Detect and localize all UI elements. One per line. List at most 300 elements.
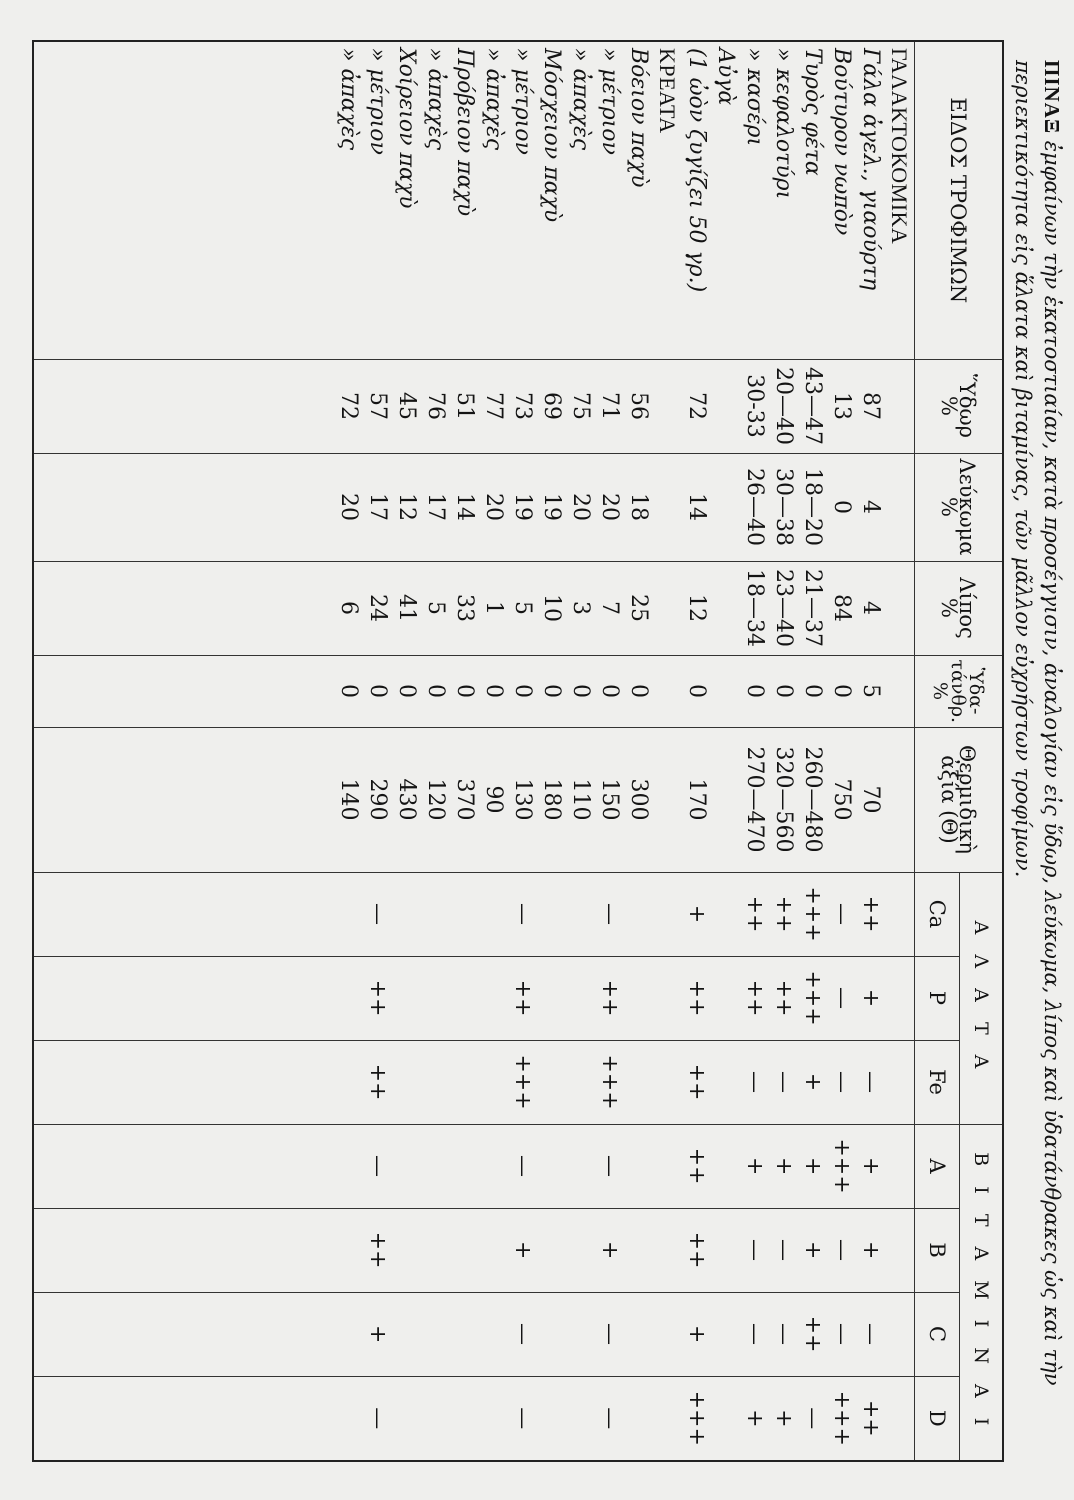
cell-b — [711, 1208, 740, 1292]
cell-c — [450, 1292, 479, 1376]
cell-d — [624, 1376, 653, 1461]
cell-d — [392, 1376, 421, 1461]
cell-carbs: 0 — [421, 655, 450, 727]
cell-p — [479, 956, 508, 1040]
cell-c: + — [682, 1292, 711, 1376]
cell-fe: + — [798, 1040, 827, 1124]
cell-carbs: 0 — [537, 655, 566, 727]
table-row — [769, 41, 798, 1461]
cell-c — [537, 1292, 566, 1376]
filler-cell — [33, 1040, 334, 1124]
cell-protein: 30—38 — [769, 453, 798, 561]
cell-a: + — [740, 1124, 769, 1208]
cell-name: » μέτριον — [508, 41, 537, 359]
cell-fat — [885, 561, 915, 655]
header-protein-label: Λεύκωμα — [955, 458, 980, 556]
cell-p — [450, 956, 479, 1040]
header-carbs — [915, 655, 1004, 727]
cell-c — [711, 1292, 740, 1376]
header-vitamins-group: Β Ι Τ Α Μ Ι Ν Α Ι — [960, 1124, 1004, 1461]
cell-water: 75 — [566, 359, 595, 453]
cell-c: — — [827, 1292, 856, 1376]
cell-energy: 140 — [334, 727, 363, 872]
cell-name: Μόσχειον παχὺ — [537, 41, 566, 359]
cell-d — [711, 1376, 740, 1461]
cell-energy: 320—560 — [769, 727, 798, 872]
cell-a: ++ — [682, 1124, 711, 1208]
cell-protein: 17 — [421, 453, 450, 561]
header-food: ΕΙΔΟΣ ΤΡΟΦΙΜΩΝ — [915, 41, 1004, 359]
cell-p: ++ — [595, 956, 624, 1040]
header-protein — [915, 453, 1004, 561]
cell-a — [450, 1124, 479, 1208]
cell-protein: 14 — [682, 453, 711, 561]
cell-a — [885, 1124, 915, 1208]
cell-b — [479, 1208, 508, 1292]
cell-d: — — [363, 1376, 392, 1461]
cell-fe — [537, 1040, 566, 1124]
cell-b: + — [856, 1208, 885, 1292]
cell-energy: 70 — [856, 727, 885, 872]
cell-ca: — — [363, 872, 392, 956]
cell-fat: 12 — [682, 561, 711, 655]
filler-cell — [33, 956, 334, 1040]
cell-a: + — [856, 1124, 885, 1208]
cell-energy — [711, 727, 740, 872]
cell-protein: 20 — [479, 453, 508, 561]
cell-c — [624, 1292, 653, 1376]
cell-p: ++ — [508, 956, 537, 1040]
cell-a — [421, 1124, 450, 1208]
cell-fat: 1 — [479, 561, 508, 655]
cell-d — [421, 1376, 450, 1461]
cell-protein: 20 — [566, 453, 595, 561]
cell-energy: 170 — [682, 727, 711, 872]
cell-water: 30-33 — [740, 359, 769, 453]
cell-name: » ἀπαχὲς — [566, 41, 595, 359]
cell-c — [479, 1292, 508, 1376]
cell-carbs: 0 — [769, 655, 798, 727]
cell-name: (1 ὠὸν ζυγίζει 50 γρ.) — [682, 41, 711, 359]
cell-name: ΓΑΛΑΚΤΟΚΟΜΙΚΑ — [885, 41, 915, 359]
table-row — [798, 41, 827, 1461]
cell-p — [537, 956, 566, 1040]
table-caption — [1006, 60, 1066, 1460]
cell-water — [653, 359, 682, 453]
table-row — [885, 41, 915, 1461]
cell-water: 51 — [450, 359, 479, 453]
cell-fe — [334, 1040, 363, 1124]
cell-fe — [624, 1040, 653, 1124]
cell-carbs: 0 — [624, 655, 653, 727]
table-row — [595, 41, 624, 1461]
cell-b — [334, 1208, 363, 1292]
cell-energy: 120 — [421, 727, 450, 872]
cell-fat — [711, 561, 740, 655]
cell-b — [421, 1208, 450, 1292]
cell-carbs: 0 — [827, 655, 856, 727]
cell-c: — — [595, 1292, 624, 1376]
filler-cell — [33, 1208, 334, 1292]
cell-ca — [537, 872, 566, 956]
cell-water: 56 — [624, 359, 653, 453]
cell-water: 57 — [363, 359, 392, 453]
header-carbs-unit: % — [929, 681, 952, 701]
filler-cell — [33, 1124, 334, 1208]
cell-c: ++ — [798, 1292, 827, 1376]
header-fat — [915, 561, 1004, 655]
header-vit-b: B — [915, 1208, 960, 1292]
cell-fat: 21—37 — [798, 561, 827, 655]
cell-protein: 18 — [624, 453, 653, 561]
cell-c — [566, 1292, 595, 1376]
cell-p — [653, 956, 682, 1040]
cell-a: + — [798, 1124, 827, 1208]
filler-cell — [33, 872, 334, 956]
cell-water: 72 — [682, 359, 711, 453]
cell-fe: — — [856, 1040, 885, 1124]
cell-d: +++ — [682, 1376, 711, 1461]
cell-fe: ++ — [363, 1040, 392, 1124]
cell-a: — — [508, 1124, 537, 1208]
cell-b — [450, 1208, 479, 1292]
cell-fat: 24 — [363, 561, 392, 655]
cell-a — [566, 1124, 595, 1208]
cell-ca — [450, 872, 479, 956]
cell-b: ++ — [682, 1208, 711, 1292]
cell-p: ++ — [740, 956, 769, 1040]
cell-protein: 19 — [537, 453, 566, 561]
cell-energy: 90 — [479, 727, 508, 872]
header-fat-unit: % — [937, 598, 962, 618]
cell-p: ++ — [769, 956, 798, 1040]
header-salts-group: Α Λ Α Τ Α — [960, 872, 1004, 1124]
table-filler-row — [33, 41, 334, 1461]
cell-b — [653, 1208, 682, 1292]
cell-energy — [653, 727, 682, 872]
cell-name: Πρόβειον παχὺ — [450, 41, 479, 359]
cell-b — [392, 1208, 421, 1292]
cell-name: » κασέρι — [740, 41, 769, 359]
cell-c — [885, 1292, 915, 1376]
cell-fat: 10 — [537, 561, 566, 655]
cell-energy: 260—480 — [798, 727, 827, 872]
table-row — [421, 41, 450, 1461]
cell-fat: 5 — [508, 561, 537, 655]
cell-ca — [334, 872, 363, 956]
cell-ca — [711, 872, 740, 956]
cell-a — [479, 1124, 508, 1208]
cell-fe — [421, 1040, 450, 1124]
header-vit-d: D — [915, 1376, 960, 1461]
cell-water: 72 — [334, 359, 363, 453]
cell-name: Βούτυρον νωπὸν — [827, 41, 856, 359]
header-protein-unit: % — [937, 497, 962, 517]
cell-c: — — [508, 1292, 537, 1376]
cell-a: + — [769, 1124, 798, 1208]
cell-ca — [421, 872, 450, 956]
cell-ca: + — [682, 872, 711, 956]
table-row — [392, 41, 421, 1461]
cell-p: ++ — [363, 956, 392, 1040]
cell-p — [392, 956, 421, 1040]
cell-fat: 41 — [392, 561, 421, 655]
filler-cell — [33, 41, 334, 359]
cell-d: + — [740, 1376, 769, 1461]
cell-d — [334, 1376, 363, 1461]
cell-a — [392, 1124, 421, 1208]
table-row — [363, 41, 392, 1461]
header-vit-c: C — [915, 1292, 960, 1376]
cell-fat: 4 — [856, 561, 885, 655]
cell-fat: 7 — [595, 561, 624, 655]
cell-water: 77 — [479, 359, 508, 453]
cell-protein: 4 — [856, 453, 885, 561]
cell-ca — [566, 872, 595, 956]
cell-ca: +++ — [798, 872, 827, 956]
cell-c — [392, 1292, 421, 1376]
header-water-label: Ὕδωρ — [955, 373, 980, 439]
cell-name: Χοίρειον παχὺ — [392, 41, 421, 359]
cell-carbs: 0 — [682, 655, 711, 727]
cell-fat: 5 — [421, 561, 450, 655]
header-vit-a: A — [915, 1124, 960, 1208]
filler-cell — [33, 727, 334, 872]
filler-cell — [33, 1376, 334, 1461]
cell-fe — [392, 1040, 421, 1124]
cell-ca — [885, 872, 915, 956]
cell-name: » ἀπαχὲς — [421, 41, 450, 359]
header-fat-label: Λίπος — [955, 577, 980, 639]
cell-b: — — [740, 1208, 769, 1292]
filler-cell — [33, 359, 334, 453]
cell-protein: 12 — [392, 453, 421, 561]
cell-fe: — — [769, 1040, 798, 1124]
cell-carbs: 0 — [363, 655, 392, 727]
cell-energy: 290 — [363, 727, 392, 872]
cell-a: — — [595, 1124, 624, 1208]
table-row — [711, 41, 740, 1461]
cell-fe — [450, 1040, 479, 1124]
cell-water: 69 — [537, 359, 566, 453]
cell-p: — — [827, 956, 856, 1040]
table-row — [740, 41, 769, 1461]
table-row — [450, 41, 479, 1461]
cell-fe — [566, 1040, 595, 1124]
cell-name: Αὐγὰ — [711, 41, 740, 359]
cell-fe: +++ — [508, 1040, 537, 1124]
cell-protein: 0 — [827, 453, 856, 561]
cell-d — [566, 1376, 595, 1461]
cell-energy: 130 — [508, 727, 537, 872]
cell-c: — — [856, 1292, 885, 1376]
header-water — [915, 359, 1004, 453]
food-composition-table — [32, 40, 1004, 1462]
cell-fe: — — [740, 1040, 769, 1124]
cell-b: — — [769, 1208, 798, 1292]
cell-a: +++ — [827, 1124, 856, 1208]
header-energy: Θερμιδικὴ ἀξία (Θ) — [915, 727, 1004, 872]
cell-ca: ++ — [740, 872, 769, 956]
cell-water: 20—40 — [769, 359, 798, 453]
header-carbs-label: Ὑδα-τάνθρ. — [947, 659, 988, 724]
cell-p — [421, 956, 450, 1040]
cell-name: » μέτριον — [363, 41, 392, 359]
cell-energy: 110 — [566, 727, 595, 872]
cell-water — [885, 359, 915, 453]
cell-ca: ++ — [856, 872, 885, 956]
cell-c: — — [740, 1292, 769, 1376]
cell-water: 45 — [392, 359, 421, 453]
cell-name: Γάλα ἀγελ., γιαούρτη — [856, 41, 885, 359]
table-row — [682, 41, 711, 1461]
filler-cell — [33, 453, 334, 561]
cell-d: — — [508, 1376, 537, 1461]
cell-ca — [624, 872, 653, 956]
cell-d: ++ — [856, 1376, 885, 1461]
cell-energy: 370 — [450, 727, 479, 872]
cell-carbs — [885, 655, 915, 727]
cell-c — [334, 1292, 363, 1376]
cell-protein: 26—40 — [740, 453, 769, 561]
cell-fe: ++ — [682, 1040, 711, 1124]
cell-a — [624, 1124, 653, 1208]
cell-protein: 17 — [363, 453, 392, 561]
cell-water: 43—47 — [798, 359, 827, 453]
cell-water — [711, 359, 740, 453]
cell-p — [711, 956, 740, 1040]
cell-carbs: 0 — [595, 655, 624, 727]
cell-water: 76 — [421, 359, 450, 453]
cell-carbs: 0 — [334, 655, 363, 727]
cell-b: + — [798, 1208, 827, 1292]
cell-name: » ἀπαχὲς — [334, 41, 363, 359]
cell-carbs: 0 — [566, 655, 595, 727]
header-water-unit: % — [937, 396, 962, 416]
cell-b — [624, 1208, 653, 1292]
cell-ca: — — [595, 872, 624, 956]
cell-carbs: 0 — [450, 655, 479, 727]
cell-ca — [479, 872, 508, 956]
cell-d — [537, 1376, 566, 1461]
cell-fe — [711, 1040, 740, 1124]
cell-p — [885, 956, 915, 1040]
cell-fat: 84 — [827, 561, 856, 655]
cell-name: » κεφαλοτύρι — [769, 41, 798, 359]
cell-energy: 270—470 — [740, 727, 769, 872]
cell-a: — — [363, 1124, 392, 1208]
cell-b: ++ — [363, 1208, 392, 1292]
table-row — [653, 41, 682, 1461]
cell-p — [566, 956, 595, 1040]
cell-protein: 18—20 — [798, 453, 827, 561]
cell-p: ++ — [682, 956, 711, 1040]
cell-a — [537, 1124, 566, 1208]
cell-d — [479, 1376, 508, 1461]
table-body — [33, 41, 915, 1461]
cell-d: — — [595, 1376, 624, 1461]
cell-water: 73 — [508, 359, 537, 453]
cell-carbs: 0 — [798, 655, 827, 727]
cell-p: + — [856, 956, 885, 1040]
cell-carbs — [653, 655, 682, 727]
table-row — [508, 41, 537, 1461]
cell-name: » ἀπαχὲς — [479, 41, 508, 359]
cell-protein — [653, 453, 682, 561]
cell-ca — [653, 872, 682, 956]
cell-p — [624, 956, 653, 1040]
cell-b — [537, 1208, 566, 1292]
table-row — [537, 41, 566, 1461]
cell-b: — — [827, 1208, 856, 1292]
header-p: P — [915, 956, 960, 1040]
cell-name: ΚΡΕΑΤΑ — [653, 41, 682, 359]
table-row — [566, 41, 595, 1461]
cell-a — [653, 1124, 682, 1208]
cell-b: + — [595, 1208, 624, 1292]
cell-p — [334, 956, 363, 1040]
cell-d — [885, 1376, 915, 1461]
cell-energy: 750 — [827, 727, 856, 872]
cell-fe — [479, 1040, 508, 1124]
cell-water: 13 — [827, 359, 856, 453]
cell-name: Τυρὸς φέτα — [798, 41, 827, 359]
cell-ca: — — [508, 872, 537, 956]
filler-cell — [33, 1292, 334, 1376]
cell-d — [450, 1376, 479, 1461]
cell-fat: 6 — [334, 561, 363, 655]
cell-fat: 3 — [566, 561, 595, 655]
cell-protein — [711, 453, 740, 561]
cell-c: — — [769, 1292, 798, 1376]
cell-carbs — [711, 655, 740, 727]
cell-protein: 20 — [595, 453, 624, 561]
cell-fe — [653, 1040, 682, 1124]
cell-energy: 300 — [624, 727, 653, 872]
cell-protein: 19 — [508, 453, 537, 561]
cell-carbs: 0 — [479, 655, 508, 727]
cell-carbs: 0 — [740, 655, 769, 727]
cell-ca: — — [827, 872, 856, 956]
cell-protein — [885, 453, 915, 561]
cell-b: + — [508, 1208, 537, 1292]
filler-cell — [33, 561, 334, 655]
cell-fat: 25 — [624, 561, 653, 655]
cell-d: +++ — [827, 1376, 856, 1461]
cell-fat: 23—40 — [769, 561, 798, 655]
cell-a — [334, 1124, 363, 1208]
table-row — [856, 41, 885, 1461]
cell-a — [711, 1124, 740, 1208]
cell-protein: 20 — [334, 453, 363, 561]
cell-water: 87 — [856, 359, 885, 453]
cell-energy: 150 — [595, 727, 624, 872]
table-row — [827, 41, 856, 1461]
cell-ca — [392, 872, 421, 956]
header-ca: Ca — [915, 872, 960, 956]
cell-carbs: 0 — [392, 655, 421, 727]
cell-d: — — [798, 1376, 827, 1461]
cell-b — [885, 1208, 915, 1292]
cell-energy: 430 — [392, 727, 421, 872]
cell-d: + — [769, 1376, 798, 1461]
cell-energy — [885, 727, 915, 872]
cell-p: +++ — [798, 956, 827, 1040]
cell-c — [653, 1292, 682, 1376]
cell-fat: 18—34 — [740, 561, 769, 655]
cell-fat — [653, 561, 682, 655]
cell-fe: — — [827, 1040, 856, 1124]
